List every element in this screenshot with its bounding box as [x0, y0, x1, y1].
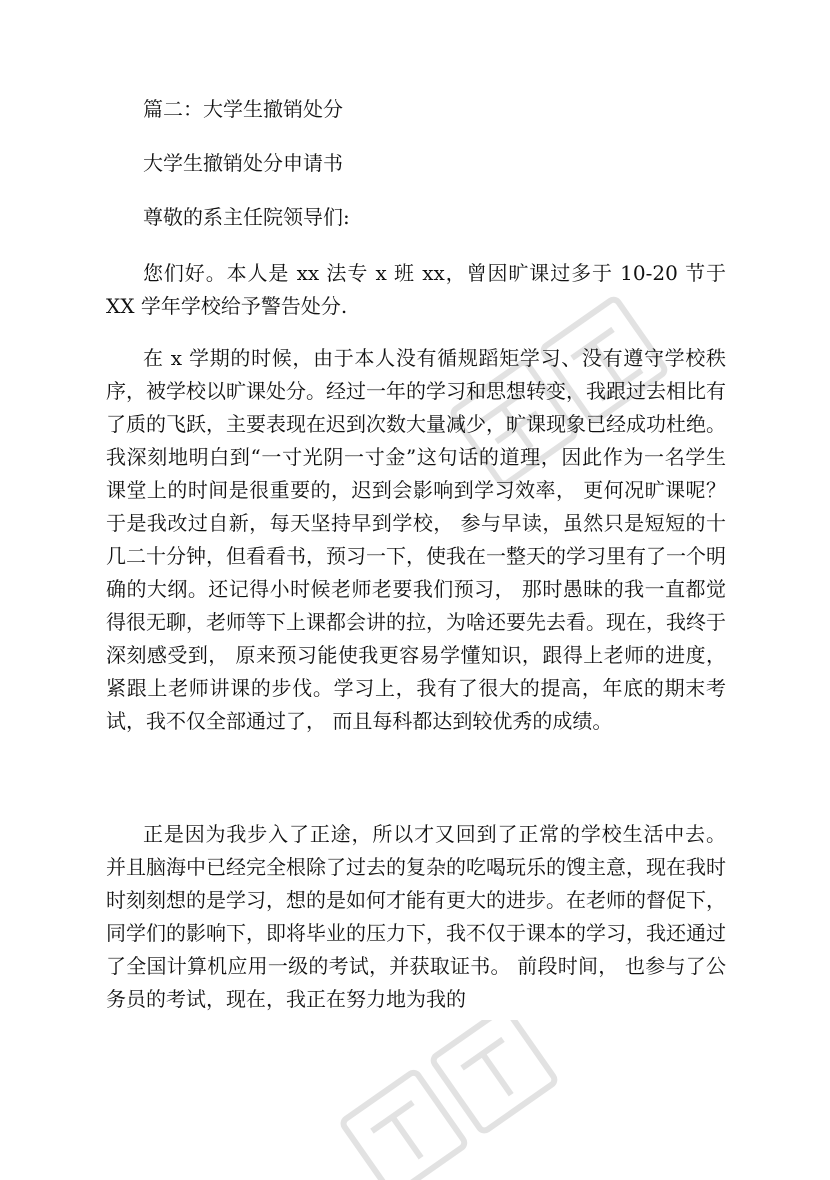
paragraph-body-2: 正是因为我步入了正途，所以才又回到了正常的学校生活中去。 并且脑海中已经完全根除了过去的复杂的吃喝玩乐的馊主意，现在我时时刻刻想的是学习，想的是如何才能有更大的进步。在老师的督促下，同学们的影响下，即将毕业的压力下，我不仅于课本的学习，我还通过了全国计算机应用一级的考试，并获取证书。 前段时间， 也参与了公务员的考试，现在，我正在努力地为我的 [106, 822, 726, 1011]
document-title: 大学生撤销处分申请书 [143, 151, 343, 175]
watermark-logo-lower [300, 1020, 620, 1180]
paragraph-greeting: 您们好。本人是 xx 法专 x 班 xx，曾因旷课过多于 10-20 节于 XX 学年学校给予警告处分. [106, 261, 726, 318]
salutation: 尊敬的系主任院领导们: [143, 205, 350, 229]
section-heading: 篇二：大学生撤销处分 [143, 97, 343, 121]
paragraph-body-1: 在 x 学期的时候，由于本人没有循规蹈矩学习、没有遵守学校秩序，被学校以旷课处分。经过一年的学习和思想转变，我跟过去相比有了质的飞跃，主要表现在迟到次数大量减少，旷课现象已经成功杜绝。我深刻地明白到“一寸光阴一寸金”这句话的道理，因此作为一名学生课堂上的时间是很重要的，迟到会影响到学习效率， 更何况旷课呢？ 于是我改过自新，每天坚持早到学校， 参与早读，虽然只是短短的十几二十分钟，但看看书，预习一下，使我在一整天的学习里有了一个明确的大纲。还记得小时候老师老要我们预习， 那时愚昧的我一直都觉得很无聊，老师等下上课都会讲的拉，为啥还要先去看。现在，我终于深刻感受到， 原来预习能使我更容易学懂知识，跟得上老师的进度，紧跟上老师讲课的步伐。学习上，我有了很大的提高，年底的期末考试，我不仅全部通过了， 而且每科都达到较优秀的成绩。 [106, 346, 726, 733]
